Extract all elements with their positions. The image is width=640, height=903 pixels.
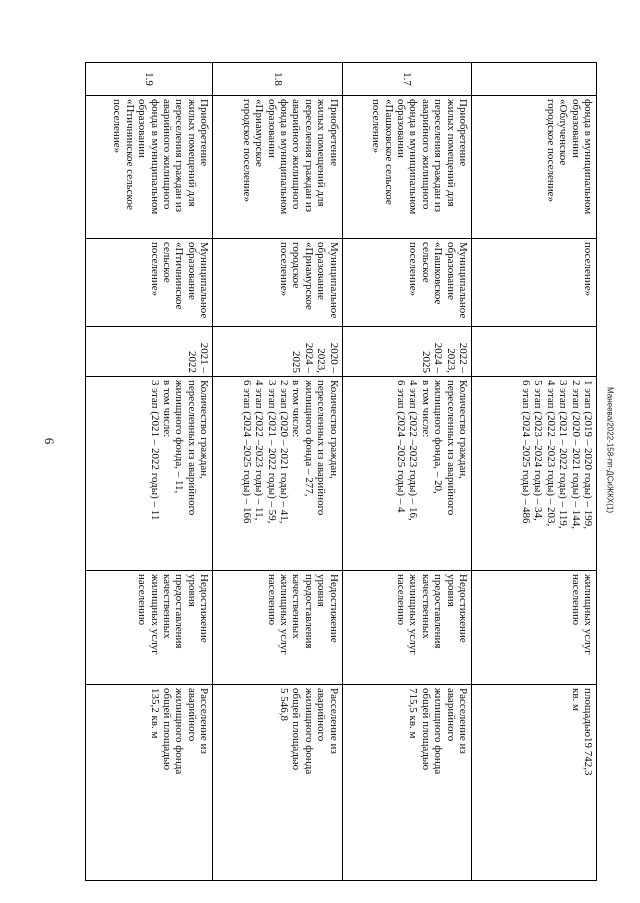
program-table: [85, 62, 597, 881]
cell-years: [472, 327, 597, 377]
cell-number: [472, 63, 597, 96]
cell-number: 1.9: [86, 63, 213, 96]
cell-problem: Недостижение уровня предоставления качественных жилищных услуг населению: [342, 571, 471, 685]
cell-indicators: Количество граждан, переселенных из аварийного жилищного фонда, – 11, в том числе: 3 этап (2021 – 2022 годы) – 11: [86, 377, 213, 571]
cell-result: Расселение из аварийного жилищного фонда общей площадью 715,5 кв. м: [342, 685, 471, 881]
cell-indicators: Количество граждан, переселенных из аварийного жилищного фонда, – 20, в том числе: 4 этап (2022 –2023 годы) – 16, 6 этап (2024 –2025 годы) – 4: [342, 377, 471, 571]
cell-years: 2021 – 2022: [86, 327, 213, 377]
cell-problem: Недостижение уровня предоставления качественных жилищных услуг населению: [86, 571, 213, 685]
cell-event: Приобретение жилых помещений для переселения граждан из аварийного жилищного фонда в муниципальном образовании «Приамурское городское поселение»: [213, 96, 342, 239]
cell-number: 1.7: [342, 63, 471, 96]
cell-years: 2022 – 2023, 2024 – 2025: [342, 327, 471, 377]
rotated-table-container: [85, 62, 597, 880]
cell-event: Приобретение жилых помещений для переселения граждан из аварийного жилищного фонда в муниципальном образовании «Пашковское сельское поселение»: [342, 96, 471, 239]
cell-municipality: Муниципальное образование «Птичнинское сельское поселение»: [86, 239, 213, 327]
document-footer-code: Манеева/2022-158-пп-ДСиЖКХ(1): [605, 387, 615, 513]
cell-result: Расселение из аварийного жилищного фонда общей площадью 5 546,8: [213, 685, 342, 881]
cell-years: 2020 – 2023, 2024 – 2025: [213, 327, 342, 377]
table-row: [86, 63, 213, 881]
cell-municipality: Муниципальное образование «Приамурское городское поселение»: [213, 239, 342, 327]
table-row: [342, 63, 471, 881]
cell-problem: жилищных услуг населению: [472, 571, 597, 685]
cell-result: площадью19 742,3 кв. м: [472, 685, 597, 881]
cell-result: Расселение из аварийного жилищного фонда общей площадью 135,2 кв. м: [86, 685, 213, 881]
page-number: 6: [42, 437, 57, 445]
table-row: [213, 63, 342, 881]
cell-problem: Недостижение уровня предоставления качественных жилищных услуг населению: [213, 571, 342, 685]
cell-municipality: поселение»: [472, 239, 597, 327]
cell-number: 1.8: [213, 63, 342, 96]
cell-event: фонда в муниципальном образовании «Облученское городское поселение»: [472, 96, 597, 239]
table-row: [472, 63, 597, 881]
cell-indicators: 1 этап (2019 – 2020 годы) – 199, 2 этап (2020 – 2021 годы) – 144, 3 этап (2021 – 2022 годы) – 119, 4 этап (2022 –2023 годы) – 203, 5 этап (2023 –2024 годы) – 34, 6 этап (2024 –2025 годы) – 486: [472, 377, 597, 571]
cell-indicators: Количество граждан, переселенных из аварийного жилищного фонда – 277, в том числе: 2 этап (2020 – 2021 годы) – 41, 3 этап (2021 – 2022 годы) – 59, 4 этап (2022 –2023 годы) – 11, 6 этап (2024 –2025 годы) – 166: [213, 377, 342, 571]
cell-municipality: Муниципальное образование «Пашковское сельское поселение»: [342, 239, 471, 327]
cell-event: Приобретение жилых помещений для переселения граждан из аварийного жилищного фонда в муниципальном образовании «Птичнинское сельское поселение»: [86, 96, 213, 239]
